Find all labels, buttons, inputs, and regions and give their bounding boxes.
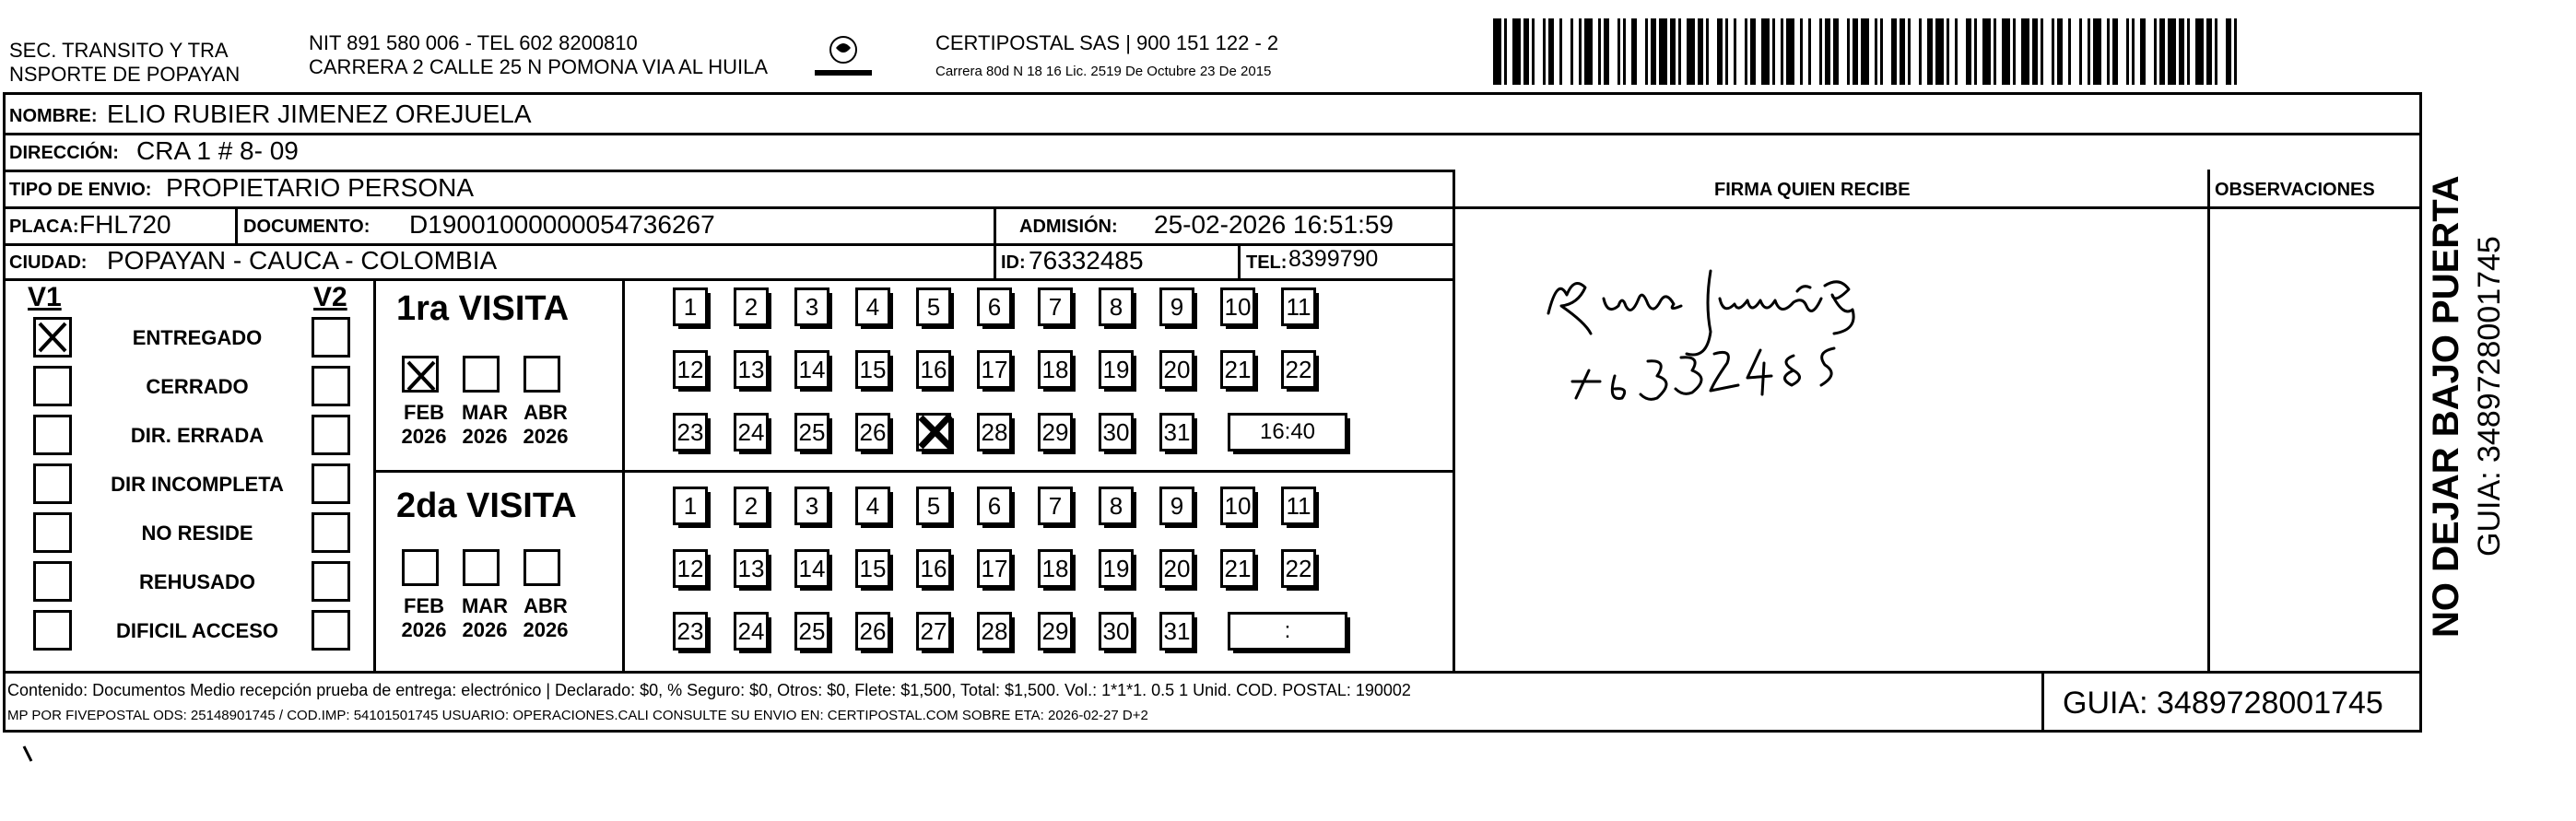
visit1-day-box[interactable]: 17 (977, 350, 1012, 389)
visit2-month-checkbox[interactable] (402, 549, 439, 586)
visit2-month-label: FEB (404, 594, 444, 617)
visit2-month-year: 2026 (523, 618, 569, 641)
visit1-month-checkbox[interactable] (523, 356, 560, 393)
visit2-month-checkbox[interactable] (463, 549, 500, 586)
visit2-month-checkbox[interactable] (523, 549, 560, 586)
visit1-month-label: ABR (523, 401, 568, 424)
visit1-time-box[interactable]: 16:40 (1228, 413, 1347, 452)
tipo-envio-value: PROPIETARIO PERSONA (166, 173, 474, 202)
visit2-day-box[interactable]: 23 (673, 612, 708, 651)
visit1-day-box[interactable]: 25 (794, 413, 829, 452)
footer-guia: GUIA: 3489728001745 (2063, 686, 2383, 721)
visit2-day-box[interactable]: 22 (1281, 549, 1316, 588)
visit1-month-year: 2026 (523, 425, 569, 448)
visit2-day-box[interactable]: 11 (1281, 487, 1316, 525)
v2-checkbox[interactable] (312, 512, 350, 553)
visit1-day-box[interactable]: 18 (1038, 350, 1073, 389)
documento-value: D19001000000054736267 (409, 210, 715, 239)
visit2-day-box[interactable]: 30 (1099, 612, 1134, 651)
v2-checkbox[interactable] (312, 415, 350, 455)
visit2-day-box[interactable]: 16 (916, 549, 951, 588)
visit2-day-box[interactable]: 27 (916, 612, 951, 651)
visit2-day-box[interactable]: 20 (1159, 549, 1194, 588)
visit1-day-box[interactable] (916, 413, 951, 452)
documento-label: DOCUMENTO: (243, 217, 371, 237)
visit1-month-checkbox[interactable] (463, 356, 500, 393)
placa-label: PLACA: (9, 217, 79, 237)
visit1-day-box[interactable]: 23 (673, 413, 708, 452)
status-label: DIFICIL ACCESO (115, 619, 278, 642)
admision-value: 25-02-2026 16:51:59 (1154, 210, 1394, 239)
firma-header: FIRMA QUIEN RECIBE (1714, 180, 1911, 200)
visit2-day-box[interactable]: 21 (1220, 549, 1255, 588)
visit2-month-label: MAR (461, 594, 509, 617)
nombre-value: ELIO RUBIER JIMENEZ OREJUELA (107, 100, 532, 128)
sender-line-2: NSPORTE DE POPAYAN (9, 63, 241, 86)
visit2-day-box[interactable]: 28 (977, 612, 1012, 651)
status-label: REHUSADO (139, 570, 255, 593)
placa-value: FHL720 (79, 210, 171, 239)
visit1-day-box[interactable]: 6 (977, 287, 1012, 326)
visit2-day-box[interactable]: 26 (855, 612, 890, 651)
status-label: DIR INCOMPLETA (111, 473, 284, 496)
status-label: DIR. ERRADA (130, 424, 265, 447)
ciudad-value: POPAYAN - CAUCA - COLOMBIA (107, 246, 498, 275)
v1-header: V1 (28, 282, 62, 312)
visit1-day-box[interactable]: 4 (855, 287, 890, 326)
visit2-day-box[interactable]: 2 (734, 487, 769, 525)
visit1-month-label: FEB (404, 401, 444, 424)
visit2-day-box[interactable]: 19 (1099, 549, 1134, 588)
visit1-day-box[interactable]: 8 (1099, 287, 1134, 326)
tel-value: 8399790 (1288, 246, 1379, 272)
v2-header: V2 (313, 282, 347, 312)
ciudad-label: CIUDAD: (9, 252, 88, 273)
v2-checkbox[interactable] (312, 463, 350, 504)
visit2-day-box[interactable]: 6 (977, 487, 1012, 525)
visit2-day-box[interactable]: 8 (1099, 487, 1134, 525)
v1-checkbox[interactable] (33, 415, 72, 455)
observaciones-header: OBSERVACIONES (2215, 180, 2375, 200)
visit1-day-box[interactable]: 28 (977, 413, 1012, 452)
visit2-day-box[interactable]: 24 (734, 612, 769, 651)
visit1-day-box[interactable]: 19 (1099, 350, 1134, 389)
visit2-day-box[interactable]: 29 (1038, 612, 1073, 651)
visit1-day-box[interactable]: 7 (1038, 287, 1073, 326)
visit2-day-box[interactable]: 13 (734, 549, 769, 588)
visit2-day-box[interactable]: 3 (794, 487, 829, 525)
v1-checkbox[interactable] (33, 317, 72, 358)
visit1-day-box[interactable]: 30 (1099, 413, 1134, 452)
admision-label: ADMISIÓN: (1019, 217, 1118, 237)
side-guia: GUIA: 3489728001745 (2472, 236, 2507, 557)
visit1-month-label: MAR (461, 401, 509, 424)
tipo-envio-label: TIPO DE ENVIO: (9, 180, 152, 200)
visit1-month-year: 2026 (401, 425, 447, 448)
v1-checkbox[interactable] (33, 512, 72, 553)
v2-checkbox[interactable] (312, 317, 350, 358)
visit2-day-box[interactable]: 15 (855, 549, 890, 588)
status-label: NO RESIDE (141, 522, 253, 545)
id-value: 76332485 (1029, 246, 1144, 275)
visit1-title: 1ra VISITA (396, 289, 570, 328)
visit1-day-box[interactable]: 24 (734, 413, 769, 452)
nombre-label: NOMBRE: (9, 106, 98, 126)
visit2-day-box[interactable]: 18 (1038, 549, 1073, 588)
address-line: CARRERA 2 CALLE 25 N POMONA VIA AL HUILA (309, 55, 769, 78)
visit1-day-box[interactable]: 15 (855, 350, 890, 389)
visit1-day-box[interactable]: 26 (855, 413, 890, 452)
v1-checkbox[interactable] (33, 366, 72, 406)
visit1-day-box[interactable]: 21 (1220, 350, 1255, 389)
visit1-day-box[interactable]: 10 (1220, 287, 1255, 326)
id-label: ID: (1001, 252, 1026, 273)
visit2-day-box[interactable]: 12 (673, 549, 708, 588)
v2-checkbox[interactable] (312, 366, 350, 406)
barcode (1493, 18, 2240, 85)
visit1-day-box[interactable]: 29 (1038, 413, 1073, 452)
visit1-month-year: 2026 (462, 425, 508, 448)
footer-contenido: Contenido: Documentos Medio recepción prueba de entrega: electrónico | Declarado: $0, % Seguro: $0, Otros: $0, Flete: $1,500, Total: $1,500. Vol.: 1*1*1. 0.5 1 Unid. COD. POSTAL: 190002 (7, 681, 1411, 699)
visit2-day-box[interactable]: 31 (1159, 612, 1194, 651)
visit1-day-box[interactable]: 16 (916, 350, 951, 389)
visit2-month-label: ABR (523, 594, 568, 617)
visit2-day-box[interactable]: 7 (1038, 487, 1073, 525)
visit1-day-box[interactable]: 14 (794, 350, 829, 389)
company-line: CERTIPOSTAL SAS | 900 151 122 - 2 (935, 31, 1279, 54)
v2-checkbox[interactable] (312, 610, 350, 651)
visit1-month-checkbox[interactable] (402, 356, 439, 393)
visit2-month-year: 2026 (462, 618, 508, 641)
visit1-day-box[interactable]: 2 (734, 287, 769, 326)
visit2-day-box[interactable]: 9 (1159, 487, 1194, 525)
v2-checkbox[interactable] (312, 561, 350, 602)
visit2-day-box[interactable]: 14 (794, 549, 829, 588)
direccion-value: CRA 1 # 8- 09 (136, 136, 299, 165)
visit1-day-box[interactable]: 22 (1281, 350, 1316, 389)
visit2-day-box[interactable]: 17 (977, 549, 1012, 588)
visit2-day-box[interactable]: 5 (916, 487, 951, 525)
visit1-day-box[interactable]: 9 (1159, 287, 1194, 326)
visit1-day-box[interactable]: 12 (673, 350, 708, 389)
visit1-day-box[interactable]: 13 (734, 350, 769, 389)
visit2-title: 2da VISITA (396, 487, 577, 525)
direccion-label: DIRECCIÓN: (9, 143, 119, 163)
v1-checkbox[interactable] (33, 463, 72, 504)
visit1-day-box[interactable]: 20 (1159, 350, 1194, 389)
side-warning: NO DEJAR BAJO PUERTA (2426, 175, 2466, 638)
footer-impresion: MP POR FIVEPOSTAL ODS: 25148901745 / COD.IMP: 54101501745 USUARIO: OPERACIONES.CALI CONSULTE SU ENVIO EN: CERTIPOSTAL.COM SOBRE ETA: 2026-02-27 D+2 (7, 708, 1148, 723)
tel-label: TEL: (1246, 252, 1288, 273)
visit2-time-box[interactable]: : (1228, 612, 1347, 651)
certipostal-logo (811, 31, 876, 83)
visit1-day-box[interactable]: 3 (794, 287, 829, 326)
visit1-day-box[interactable]: 11 (1281, 287, 1316, 326)
visit2-day-box[interactable]: 10 (1220, 487, 1255, 525)
sender-line-1: SEC. TRANSITO Y TRA (9, 39, 229, 62)
visit1-day-box[interactable]: 1 (673, 287, 708, 326)
nit-line: NIT 891 580 006 - TEL 602 8200810 (309, 31, 638, 54)
v1-checkbox[interactable] (33, 561, 72, 602)
handwritten-signature (1530, 240, 1963, 442)
status-label: CERRADO (146, 375, 249, 398)
stray-mark (22, 745, 35, 765)
visit1-day-box[interactable]: 5 (916, 287, 951, 326)
visit2-day-box[interactable]: 4 (855, 487, 890, 525)
visit2-day-box[interactable]: 1 (673, 487, 708, 525)
visit2-day-box[interactable]: 25 (794, 612, 829, 651)
visit1-day-box[interactable]: 31 (1159, 413, 1194, 452)
visit2-month-year: 2026 (401, 618, 447, 641)
license-line: Carrera 80d N 18 16 Lic. 2519 De Octubre 23 De 2015 (935, 64, 1272, 79)
v1-checkbox[interactable] (33, 610, 72, 651)
status-label: ENTREGADO (132, 326, 263, 349)
